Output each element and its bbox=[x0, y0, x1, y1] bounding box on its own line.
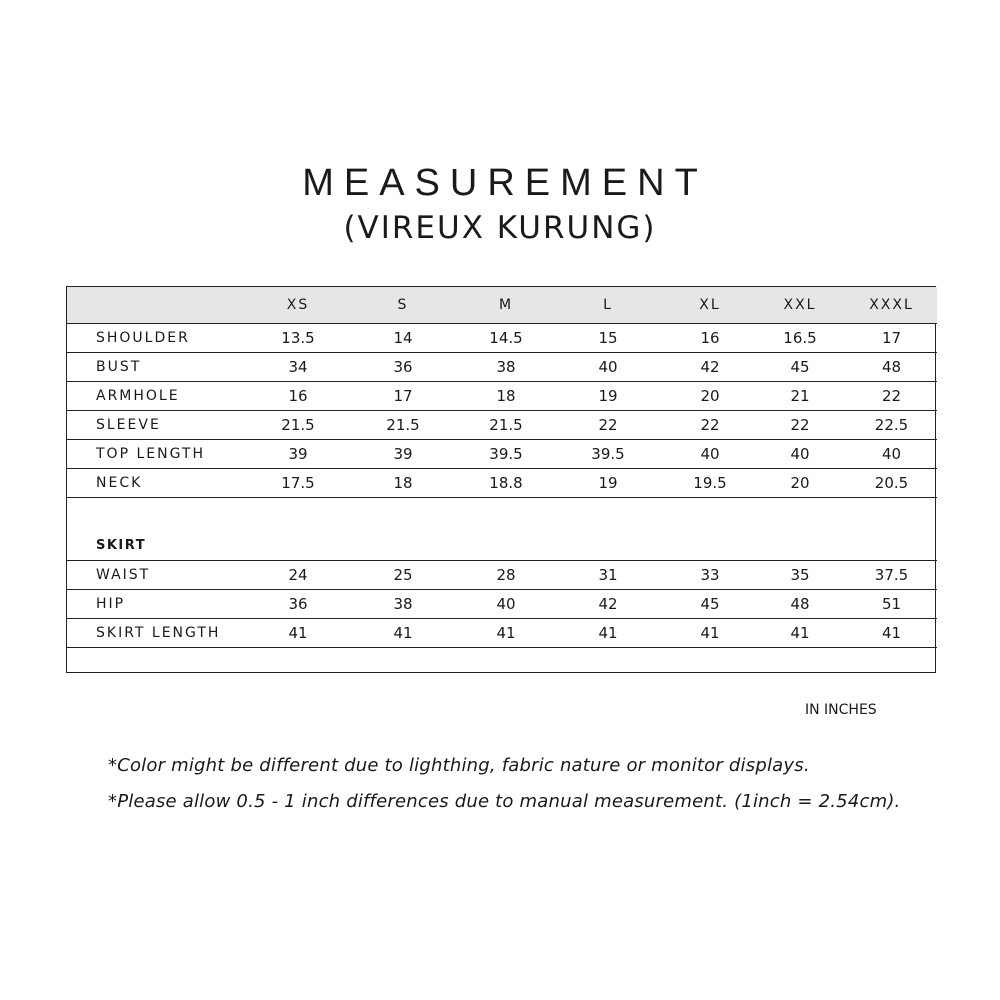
row-label: HIP bbox=[67, 590, 252, 619]
table-cell: 39.5 bbox=[550, 440, 666, 469]
table-cell: 45 bbox=[666, 590, 754, 619]
table-cell: 34 bbox=[252, 353, 344, 382]
table-cell: 22 bbox=[666, 411, 754, 440]
table-cell: 21.5 bbox=[462, 411, 550, 440]
table-cell: 45 bbox=[754, 353, 846, 382]
section-heading-row bbox=[67, 530, 937, 561]
disclaimer-note: *Please allow 0.5 - 1 inch differences due to manual measurement. (1inch = 2.54cm). bbox=[108, 791, 901, 812]
page-subtitle: (VIREUX KURUNG) bbox=[343, 210, 657, 246]
table-cell: 41 bbox=[846, 619, 937, 648]
size-header: XXXL bbox=[846, 287, 937, 324]
table-cell: 21.5 bbox=[344, 411, 462, 440]
table-cell: 36 bbox=[252, 590, 344, 619]
row-label: NECK bbox=[67, 469, 252, 498]
size-header: M bbox=[462, 287, 550, 324]
table-cell: 20.5 bbox=[846, 469, 937, 498]
row-label: SHOULDER bbox=[67, 324, 252, 353]
table-row bbox=[67, 324, 937, 353]
table-cell: 16.5 bbox=[754, 324, 846, 353]
table-cell: 18 bbox=[344, 469, 462, 498]
spacer-row bbox=[67, 498, 937, 531]
table-cell: 15 bbox=[550, 324, 666, 353]
table-row bbox=[67, 469, 937, 498]
table-cell: 31 bbox=[550, 561, 666, 590]
table-cell: 36 bbox=[344, 353, 462, 382]
table-cell: 22 bbox=[550, 411, 666, 440]
table-cell: 40 bbox=[754, 440, 846, 469]
table-cell: 40 bbox=[550, 353, 666, 382]
table-cell: 17.5 bbox=[252, 469, 344, 498]
spacer-cell bbox=[67, 498, 937, 531]
table-cell: 13.5 bbox=[252, 324, 344, 353]
table-cell: 16 bbox=[666, 324, 754, 353]
table-cell: 41 bbox=[666, 619, 754, 648]
row-label: SLEEVE bbox=[67, 411, 252, 440]
unit-note: IN INCHES bbox=[805, 702, 877, 718]
table-row bbox=[67, 561, 937, 590]
row-label: ARMHOLE bbox=[67, 382, 252, 411]
table-cell: 38 bbox=[462, 353, 550, 382]
table-cell: 40 bbox=[846, 440, 937, 469]
size-header-row bbox=[67, 287, 937, 324]
table-cell: 21 bbox=[754, 382, 846, 411]
blank-row bbox=[67, 648, 937, 675]
row-label: WAIST bbox=[67, 561, 252, 590]
size-header: XL bbox=[666, 287, 754, 324]
table-cell: 16 bbox=[252, 382, 344, 411]
table-cell: 41 bbox=[252, 619, 344, 648]
table-row bbox=[67, 440, 937, 469]
row-label: TOP LENGTH bbox=[67, 440, 252, 469]
table-cell: 39.5 bbox=[462, 440, 550, 469]
table-cell: 51 bbox=[846, 590, 937, 619]
table-row bbox=[67, 353, 937, 382]
table-cell: 42 bbox=[666, 353, 754, 382]
table-cell: 21.5 bbox=[252, 411, 344, 440]
table-cell: 25 bbox=[344, 561, 462, 590]
table-cell: 33 bbox=[666, 561, 754, 590]
table-cell: 18.8 bbox=[462, 469, 550, 498]
table-row bbox=[67, 619, 937, 648]
disclaimer-note: *Color might be different due to lighthing, fabric nature or monitor displays. bbox=[108, 755, 810, 776]
table-cell: 38 bbox=[344, 590, 462, 619]
table-cell: 37.5 bbox=[846, 561, 937, 590]
table-cell: 41 bbox=[754, 619, 846, 648]
table-cell: 18 bbox=[462, 382, 550, 411]
table-cell: 20 bbox=[754, 469, 846, 498]
table-cell: 20 bbox=[666, 382, 754, 411]
table-cell: 14 bbox=[344, 324, 462, 353]
size-header: S bbox=[344, 287, 462, 324]
page-title: MEASUREMENT bbox=[302, 162, 708, 204]
table-row bbox=[67, 590, 937, 619]
table-row bbox=[67, 411, 937, 440]
table-cell: 39 bbox=[344, 440, 462, 469]
table-row bbox=[67, 382, 937, 411]
table-cell: 24 bbox=[252, 561, 344, 590]
table-cell: 35 bbox=[754, 561, 846, 590]
table-cell: 19.5 bbox=[666, 469, 754, 498]
table-cell: 39 bbox=[252, 440, 344, 469]
table-cell: 41 bbox=[462, 619, 550, 648]
blank-cell bbox=[67, 648, 937, 675]
table-cell: 19 bbox=[550, 382, 666, 411]
size-header: XXL bbox=[754, 287, 846, 324]
header-blank-cell bbox=[67, 287, 252, 324]
size-header: L bbox=[550, 287, 666, 324]
table-cell: 17 bbox=[846, 324, 937, 353]
table-cell: 28 bbox=[462, 561, 550, 590]
table-cell: 48 bbox=[754, 590, 846, 619]
row-label: SKIRT LENGTH bbox=[67, 619, 252, 648]
table-cell: 22.5 bbox=[846, 411, 937, 440]
table-cell: 22 bbox=[754, 411, 846, 440]
table-cell: 41 bbox=[344, 619, 462, 648]
table-cell: 48 bbox=[846, 353, 937, 382]
table-cell: 40 bbox=[666, 440, 754, 469]
size-header: XS bbox=[252, 287, 344, 324]
row-label: BUST bbox=[67, 353, 252, 382]
table-cell: 41 bbox=[550, 619, 666, 648]
table-cell: 42 bbox=[550, 590, 666, 619]
table-cell: 40 bbox=[462, 590, 550, 619]
skirt-heading: SKIRT bbox=[67, 530, 937, 561]
table-cell: 19 bbox=[550, 469, 666, 498]
table-cell: 22 bbox=[846, 382, 937, 411]
measurement-table bbox=[66, 286, 936, 673]
table-cell: 17 bbox=[344, 382, 462, 411]
table-cell: 14.5 bbox=[462, 324, 550, 353]
